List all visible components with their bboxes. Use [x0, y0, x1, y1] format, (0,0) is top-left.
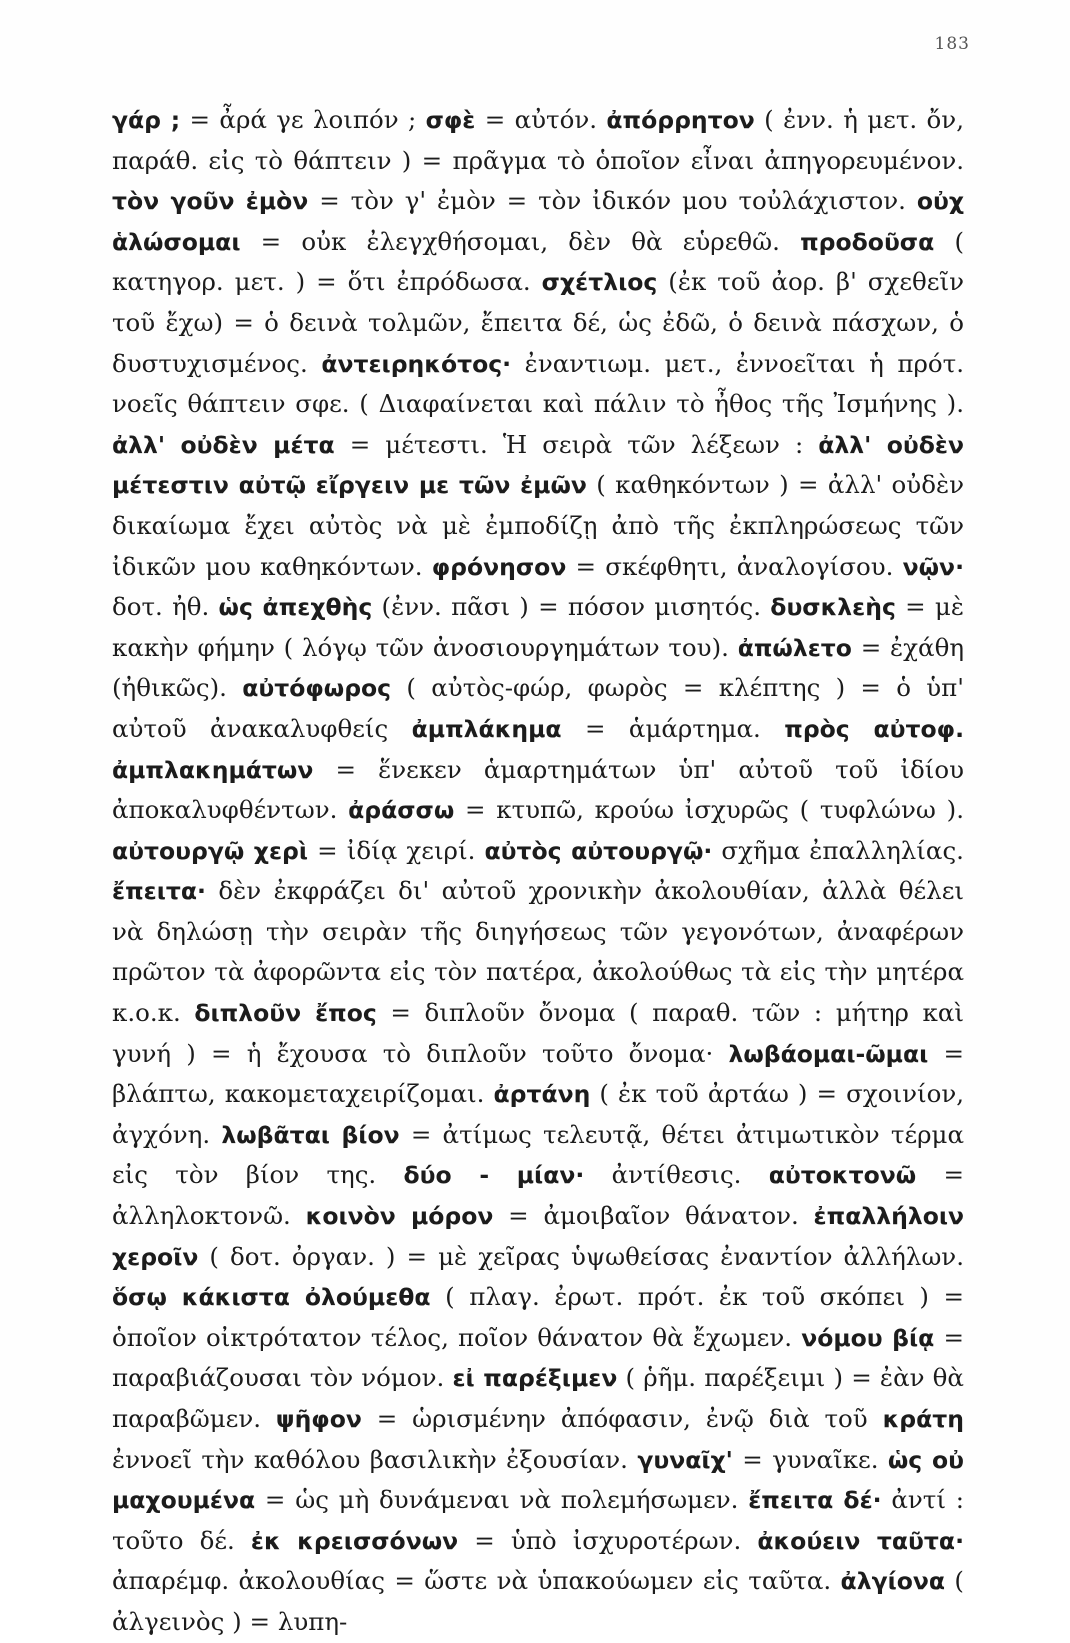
glossary-term: ἀλγίονα [840, 1567, 946, 1596]
glossary-term: εἰ παρέξιμεν [452, 1364, 618, 1393]
glossary-term: ἀράσσω [348, 796, 455, 825]
glossary-definition: ἀντί : τοῦτο δέ. [112, 1485, 964, 1555]
glossary-definition: = μέτεστι. Ἡ σειρὰ τῶν λέξεων : [334, 429, 819, 459]
glossary-definition: ἀπαρέμφ. ἀκολουθίας = ὥστε νὰ ὑπακούωμεν εἰς ταῦτα. [112, 1566, 841, 1596]
glossary-term: ἀκούειν ταῦτα· [757, 1526, 964, 1555]
glossary-term: αὐτόφωρος [242, 674, 392, 703]
glossary-definition: σχῆμα ἐπαλληλίας. [712, 835, 964, 865]
glossary-definition: = παραβιάζουσαι τὸν νόμον. [112, 1322, 964, 1393]
glossary-term: ἀλλ' οὐδὲν μέτεστιν αὐτῷ εἴργειν με τῶν ἐμῶν [112, 430, 965, 500]
glossary-definition: = ἀμοιβαῖον θάνατον. [493, 1201, 814, 1231]
glossary-definition: ( δοτ. ὀργαν. ) = μὲ χεῖρας ὑψωθείσας ἐναντίον ἀλλήλων. [198, 1241, 964, 1271]
glossary-definition: ( αὐτὸς-φώρ, φωρὸς = κλέπτης ) = ὁ ὑπ' αὐτοῦ ἀνακαλυφθείς [112, 673, 964, 743]
glossary-definition: = σκέφθητι, ἀναλογίσου. [566, 551, 903, 581]
glossary-definition: ( καθηκόντων ) = ἀλλ' οὐδὲν δικαίωμα ἔχει αὐτὸς νὰ μὲ ἐμποδίζῃ ἀπὸ τῆς ἐκπληρώσεως τῶν ἰδικῶν μου καθηκόντων. [112, 470, 964, 581]
glossary-term: ὅσῳ κάκιστα ὀλούμεθα [112, 1283, 431, 1312]
glossary-term: ἀντειρηκότος· [321, 349, 512, 378]
glossary-term: ψῆφον [275, 1405, 362, 1433]
glossary-term: αὐτουργῷ χερὶ [112, 836, 309, 865]
glossary-definition: = ὑπὸ ἰσχυροτέρων. [458, 1525, 758, 1555]
glossary-definition: = ἰδίᾳ χειρί. [308, 835, 485, 865]
glossary-definition: = ἕνεκεν ἁμαρτημάτων ὑπ' αὐτοῦ τοῦ ἰδίου ἀποκαλυφθέντων. [112, 754, 964, 825]
glossary-term: γάρ ; [112, 106, 181, 134]
glossary-term: δυσκλεὴς [770, 593, 896, 622]
glossary-definition: ( κατηγορ. μετ. ) = ὅτι ἐπρόδωσα. [112, 226, 964, 297]
glossary-term: ἀλλ' οὐδὲν μέτα [112, 430, 335, 459]
glossary-term: σφὲ [425, 106, 476, 134]
glossary-definition: = γυναῖκε. [732, 1444, 888, 1474]
glossary-definition: ( ἀλγεινὸς ) = λυπη- [112, 1566, 964, 1636]
glossary-term: νόμου βίᾳ [801, 1323, 935, 1352]
glossary-term: ἔπειτα δέ· [748, 1486, 882, 1515]
glossary-term: προδοῦσα [800, 227, 935, 256]
glossary-term: ἀρτάνη [493, 1080, 591, 1109]
glossary-term: γυναῖχ' [637, 1445, 733, 1474]
glossary-definition: = ὡς μὴ δυνάμεναι νὰ πολεμήσωμεν. [255, 1485, 749, 1515]
glossary-definition: = βλάπτω, κακομεταχειρίζομαι. [112, 1038, 964, 1109]
glossary-term: λωβᾶται βίον [221, 1120, 400, 1149]
glossary-term: ἀμπλάκημα [411, 714, 562, 743]
glossary-term: ἀπόρρητον [606, 106, 755, 134]
page-number: 183 [934, 34, 970, 54]
glossary-definition: = διπλοῦν ὄνομα ( παραθ. τῶν : μήτηρ καὶ γυνή ) = ἡ ἔχουσα τὸ διπλοῦν τοῦτο ὄνομα· [112, 998, 964, 1068]
glossary-definition: ( ῥῆμ. παρέξειμι ) = ἐὰν θὰ παραβῶμεν. [112, 1363, 964, 1433]
glossary-definition: ( ἐκ τοῦ ἀρτάω ) = σχοινίον, ἀγχόνη. [112, 1079, 965, 1149]
glossary-term: αὐτοκτονῶ [768, 1161, 917, 1190]
glossary-definition: ἐννοεῖ τὴν καθόλου βασιλικὴν ἐξουσίαν. [112, 1444, 638, 1474]
glossary-term: τὸν γοῦν ἐμὸν [112, 187, 309, 216]
glossary-definition: = οὐκ ἐλεγχθήσομαι, δὲν θὰ εὑρεθῶ. [240, 226, 801, 256]
glossary-term: ἀπώλετο [737, 633, 852, 662]
glossary-text [112, 100, 964, 1643]
glossary-term: δύο - μίαν· [403, 1161, 585, 1190]
glossary-definition: ( πλαγ. ἐρωτ. πρότ. ἐκ τοῦ σκόπει ) = ὁποῖον οἰκτρότατον τέλος, ποῖον θάνατον θὰ ἔχωμεν. [112, 1282, 964, 1352]
glossary-definition: ἀντίθεσις. [584, 1160, 769, 1190]
glossary-term: αὐτὸς αὐτουργῷ· [484, 836, 713, 865]
glossary-definition: = κτυπῶ, κρούω ἰσχυρῶς ( τυφλώνω ). [454, 795, 964, 825]
glossary-term: σχέτλιος [541, 268, 658, 297]
glossary-definition: = τὸν γ' ἐμὸν = τὸν ἰδικόν μου τοὐλάχιστον. [308, 186, 917, 216]
glossary-definition: ( ἐνν. ἡ μετ. ὄν, παράθ. εἰς τὸ θάπτειν ) = πρᾶγμα τὸ ὁποῖον εἶναι ἀπηγορευμένον. [112, 105, 964, 175]
glossary-term: νῷν· [902, 552, 964, 581]
glossary-term: ὡς ἀπεχθὴς [218, 593, 373, 622]
glossary-term: ἔπειτα· [112, 877, 206, 906]
glossary-term: οὐχ ἁλώσομαι [112, 187, 964, 256]
glossary-term: πρὸς αὐτοφ. ἀμπλακημάτων [112, 714, 964, 784]
glossary-definition: δοτ. ἠθ. [112, 592, 219, 622]
glossary-term: λωβάομαι-ῶμαι [728, 1039, 929, 1068]
glossary-definition: = ὡρισμένην ἀπόφασιν, ἐνῷ διὰ τοῦ [361, 1404, 883, 1433]
glossary-term: κράτη [882, 1405, 964, 1433]
glossary-definition: ἐναντιωμ. μετ., ἐννοεῖται ἡ πρότ. νοεῖς θάπτειν σφε. ( Διαφαίνεται καὶ πάλιν τὸ ἦθος τῆς Ἰσμήνης ). [112, 348, 964, 419]
glossary-definition: (ἐκ τοῦ ἀορ. β' σχεθεῖν τοῦ ἔχω) = ὁ δεινὰ τολμῶν, ἔπειτα δέ, ὡς ἐδῶ, ὁ δεινὰ πάσχων, ὁ δυστυχισμένος. [112, 267, 965, 378]
glossary-definition: = ἀτίμως τελευτᾷ, θέτει ἀτιμωτικὸν τέρμα εἰς τὸν βίον της. [112, 1119, 965, 1190]
glossary-definition: = αὐτόν. [475, 105, 607, 134]
glossary-term: ὡς οὐ μαχουμένα [112, 1445, 964, 1515]
glossary-definition: = ἀλληλοκτονῶ. [112, 1160, 964, 1231]
glossary-definition: = ἆρά γε λοιπόν ; [180, 105, 426, 134]
glossary-definition: δὲν ἐκφράζει δι' αὐτοῦ χρονικὴν ἀκολουθίαν, ἀλλὰ θέλει νὰ δηλώσῃ τὴν σειρὰν τῆς διηγήσεως τῶν γεγονότων, ἀναφέρων πρῶτον τὰ ἀφορῶντα εἰς τὸν πατέρα, ἀκολούθως τὰ εἰς τὴν μητέρα κ.ο.κ. [112, 876, 964, 1028]
glossary-definition: = ἐχάθη (ἠθικῶς). [112, 632, 964, 703]
glossary-definition: (ἐνν. πᾶσι ) = πόσον μισητός. [372, 592, 771, 622]
glossary-term: διπλοῦν ἔπος [194, 999, 377, 1028]
glossary-definition: = ἁμάρτημα. [561, 713, 785, 743]
glossary-term: κοινὸν μόρον [305, 1202, 494, 1231]
glossary-definition: = μὲ κακὴν φήμην ( λόγῳ τῶν ἀνοσιουργημάτων του). [112, 592, 964, 662]
glossary-term: ἐκ κρεισσόνων [250, 1526, 459, 1555]
glossary-term: φρόνησον [431, 552, 567, 581]
glossary-term: ἐπαλλήλοιν χεροῖν [112, 1202, 965, 1271]
